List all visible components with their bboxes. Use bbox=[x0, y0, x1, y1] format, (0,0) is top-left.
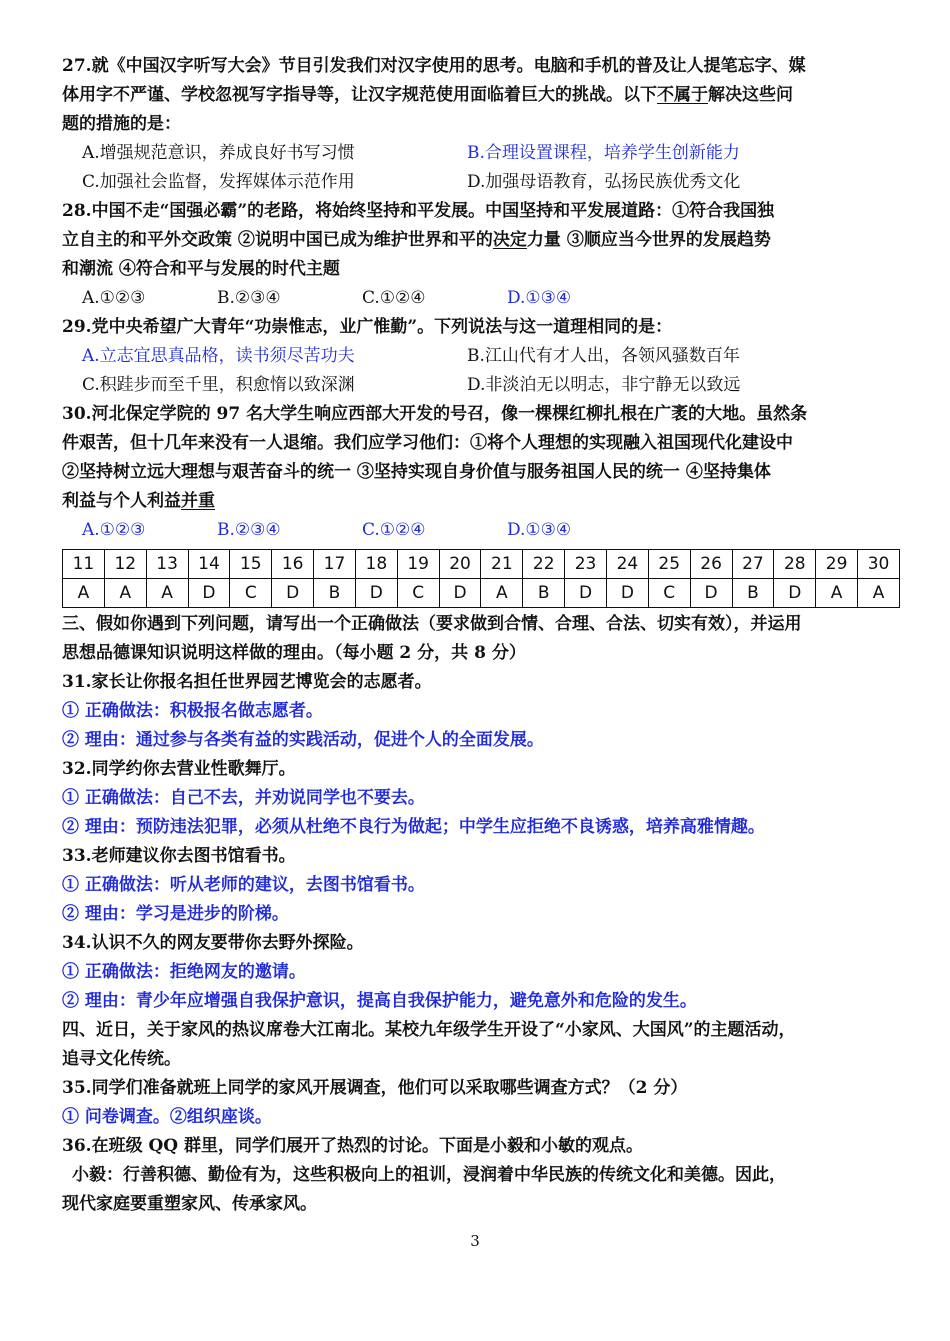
answer-table-answer-cell: A bbox=[858, 579, 900, 608]
q28-options bbox=[62, 284, 902, 313]
answer-table-answer-row bbox=[63, 579, 900, 608]
q32-correct-approach: ① 正确做法：自己不去，并劝说同学也不要去。 bbox=[62, 788, 425, 808]
q29-options-row2 bbox=[62, 371, 902, 400]
answer-table-answer-cell: D bbox=[606, 579, 648, 608]
answer-table-answer-cell: A bbox=[816, 579, 858, 608]
q32-question: 32.同学约你去营业性歌舞厅。 bbox=[62, 759, 296, 779]
answer-table-number-cell: 22 bbox=[523, 550, 565, 579]
answer-table-number-cell: 26 bbox=[690, 550, 732, 579]
answer-table-answer-cell: D bbox=[690, 579, 732, 608]
answer-table-number-cell: 29 bbox=[816, 550, 858, 579]
exam-page bbox=[62, 52, 902, 1219]
q32-reason: ② 理由：预防违法犯罪，必须从杜绝不良行为做起；中学生应拒绝不良诱惑，培养高雅情趣。 bbox=[62, 817, 765, 837]
q34-correct-approach: ① 正确做法：拒绝网友的邀请。 bbox=[62, 962, 306, 982]
q27-option-a: A.增强规范意识，养成良好书写习惯 bbox=[82, 143, 355, 163]
q30-stem-line4: 利益与个人利益并重 bbox=[62, 491, 215, 511]
q27-stem-line3: 题的措施的是： bbox=[62, 114, 181, 134]
answer-table-answer-cell: B bbox=[523, 579, 565, 608]
answer-table-number-cell: 18 bbox=[355, 550, 397, 579]
q30-underlined-both: 并重 bbox=[181, 491, 215, 511]
q30-option-a: A.①②③ bbox=[82, 520, 146, 540]
q30-option-b: B.②③④ bbox=[217, 520, 281, 540]
q30-option-c: C.①②④ bbox=[362, 520, 426, 540]
answer-table-answer-cell: C bbox=[230, 579, 272, 608]
q30-stem-line1: 30.河北保定学院的 97 名大学生响应西部大开发的号召，像一棵棵红柳扎根在广袤的大地。虽然条 bbox=[62, 404, 808, 424]
q36-xiaoyi-line1: 小毅：行善积德、勤俭有为，这些积极向上的祖训，浸润着中华民族的传统文化和美德。因此， bbox=[72, 1165, 786, 1185]
answer-table-answer-cell: D bbox=[774, 579, 816, 608]
q28-stem-line2: 立自主的和平外交政策 ②说明中国已成为维护世界和平的决定力量 ③顺应当今世界的发展趋势 bbox=[62, 230, 771, 250]
answer-table-answer-cell: B bbox=[314, 579, 356, 608]
answer-table-number-cell: 23 bbox=[565, 550, 607, 579]
answer-table-number-row bbox=[63, 550, 900, 579]
q35-answer: ① 问卷调查。②组织座谈。 bbox=[62, 1107, 272, 1127]
q27-underlined-not: 不属于 bbox=[657, 85, 708, 105]
answer-table-answer-cell: C bbox=[648, 579, 690, 608]
q30-option-d: D.①③④ bbox=[507, 520, 572, 540]
answer-table-answer-cell: D bbox=[188, 579, 230, 608]
q29-option-d: D.非淡泊无以明志，非宁静无以致远 bbox=[467, 375, 741, 395]
q30-options bbox=[62, 516, 902, 545]
answer-table-number-cell: 24 bbox=[606, 550, 648, 579]
section3-heading-line1: 三、假如你遇到下列问题，请写出一个正确做法（要求做到合情、合理、合法、切实有效），并运用 bbox=[62, 614, 802, 634]
answer-table-number-cell: 11 bbox=[63, 550, 105, 579]
q29-option-c: C.积跬步而至千里，积愈惰以致深渊 bbox=[82, 375, 355, 395]
q30-stem-line3: ②坚持树立远大理想与艰苦奋斗的统一 ③坚持实现自身价值与服务祖国人民的统一 ④坚持集体 bbox=[62, 462, 771, 482]
page-number: 3 bbox=[470, 1232, 480, 1250]
q27-stem-line2: 体用字不严谨、学校忽视写字指导等，让汉字规范使用面临着巨大的挑战。以下不属于解决这些问 bbox=[62, 85, 793, 105]
section4-heading-line1: 四、近日，关于家风的热议席卷大江南北。某校九年级学生开设了“小家风、大国风”的主题活动， bbox=[62, 1020, 796, 1040]
q29-option-b: B.江山代有才人出，各领风骚数百年 bbox=[467, 346, 740, 366]
q33-correct-approach: ① 正确做法：听从老师的建议，去图书馆看书。 bbox=[62, 875, 425, 895]
q30-stem-line2: 件艰苦，但十几年来没有一人退缩。我们应学习他们：①将个人理想的实现融入祖国现代化建设中 bbox=[62, 433, 793, 453]
section3-heading-line2: 思想品德课知识说明这样做的理由。（每小题 2 分，共 8 分） bbox=[62, 643, 526, 663]
q36-question: 36.在班级 QQ 群里，同学们展开了热烈的讨论。下面是小毅和小敏的观点。 bbox=[62, 1136, 644, 1156]
answer-table-number-cell: 20 bbox=[439, 550, 481, 579]
q36-xiaoyi-line2: 现代家庭要重塑家风、传承家风。 bbox=[62, 1194, 317, 1214]
q29-option-a-answer: A.立志宜思真品格，读书须尽苦功夫 bbox=[82, 346, 355, 366]
answer-table-answer-cell: B bbox=[732, 579, 774, 608]
q31-correct-approach: ① 正确做法：积极报名做志愿者。 bbox=[62, 701, 323, 721]
q34-reason: ② 理由：青少年应增强自我保护意识，提高自我保护能力，避免意外和危险的发生。 bbox=[62, 991, 697, 1011]
answer-table-number-cell: 15 bbox=[230, 550, 272, 579]
answer-table-answer-cell: A bbox=[63, 579, 105, 608]
answer-table-number-cell: 30 bbox=[858, 550, 900, 579]
q28-option-d-answer: D.①③④ bbox=[507, 288, 572, 308]
answer-table-number-cell: 16 bbox=[272, 550, 314, 579]
answer-table-number-cell: 13 bbox=[146, 550, 188, 579]
q27-options-row2 bbox=[62, 168, 902, 197]
q27-option-d: D.加强母语教育，弘扬民族优秀文化 bbox=[467, 172, 741, 192]
q27-options-row1 bbox=[62, 139, 902, 168]
answer-table-number-cell: 25 bbox=[648, 550, 690, 579]
answer-table-answer-cell: A bbox=[481, 579, 523, 608]
q29-stem: 29.党中央希望广大青年“功崇惟志，业广惟勤”。下列说法与这一道理相同的是： bbox=[62, 317, 673, 337]
q28-stem-line1: 28.中国不走“国强必霸”的老路，将始终坚持和平发展。中国坚持和平发展道路：①符合我国独 bbox=[62, 201, 775, 221]
q31-reason: ② 理由：通过参与各类有益的实践活动，促进个人的全面发展。 bbox=[62, 730, 544, 750]
q28-option-a: A.①②③ bbox=[82, 288, 146, 308]
q29-options-row1 bbox=[62, 342, 902, 371]
answer-table-number-cell: 21 bbox=[481, 550, 523, 579]
q33-question: 33.老师建议你去图书馆看书。 bbox=[62, 846, 296, 866]
answer-table-number-cell: 19 bbox=[397, 550, 439, 579]
q27-option-c: C.加强社会监督，发挥媒体示范作用 bbox=[82, 172, 355, 192]
answer-table-answer-cell: A bbox=[104, 579, 146, 608]
answer-table bbox=[62, 549, 900, 608]
q33-reason: ② 理由：学习是进步的阶梯。 bbox=[62, 904, 289, 924]
answer-table-number-cell: 28 bbox=[774, 550, 816, 579]
q28-option-b: B.②③④ bbox=[217, 288, 281, 308]
answer-table-number-cell: 12 bbox=[104, 550, 146, 579]
answer-table-answer-cell: C bbox=[397, 579, 439, 608]
q27-option-b-answer: B.合理设置课程，培养学生创新能力 bbox=[467, 143, 740, 163]
answer-table-number-cell: 14 bbox=[188, 550, 230, 579]
q35-question: 35.同学们准备就班上同学的家风开展调查，他们可以采取哪些调查方式？（2 分） bbox=[62, 1078, 688, 1098]
q28-underlined-decisive: 决定 bbox=[492, 230, 527, 250]
q28-option-c: C.①②④ bbox=[362, 288, 426, 308]
answer-table-number-cell: 27 bbox=[732, 550, 774, 579]
answer-table-answer-cell: D bbox=[565, 579, 607, 608]
q27-stem-line1: 27.就《中国汉字听写大会》节目引发我们对汉字使用的思考。电脑和手机的普及让人提笔忘字、媒 bbox=[62, 56, 806, 76]
answer-table-number-cell: 17 bbox=[314, 550, 356, 579]
q28-stem-line3: 和潮流 ④符合和平与发展的时代主题 bbox=[62, 259, 340, 279]
section4-heading-line2: 追寻文化传统。 bbox=[62, 1049, 181, 1069]
answer-table-answer-cell: A bbox=[146, 579, 188, 608]
q34-question: 34.认识不久的网友要带你去野外探险。 bbox=[62, 933, 364, 953]
answer-table-answer-cell: D bbox=[355, 579, 397, 608]
q31-question: 31.家长让你报名担任世界园艺博览会的志愿者。 bbox=[62, 672, 432, 692]
answer-table-answer-cell: D bbox=[439, 579, 481, 608]
answer-table-answer-cell: D bbox=[272, 579, 314, 608]
